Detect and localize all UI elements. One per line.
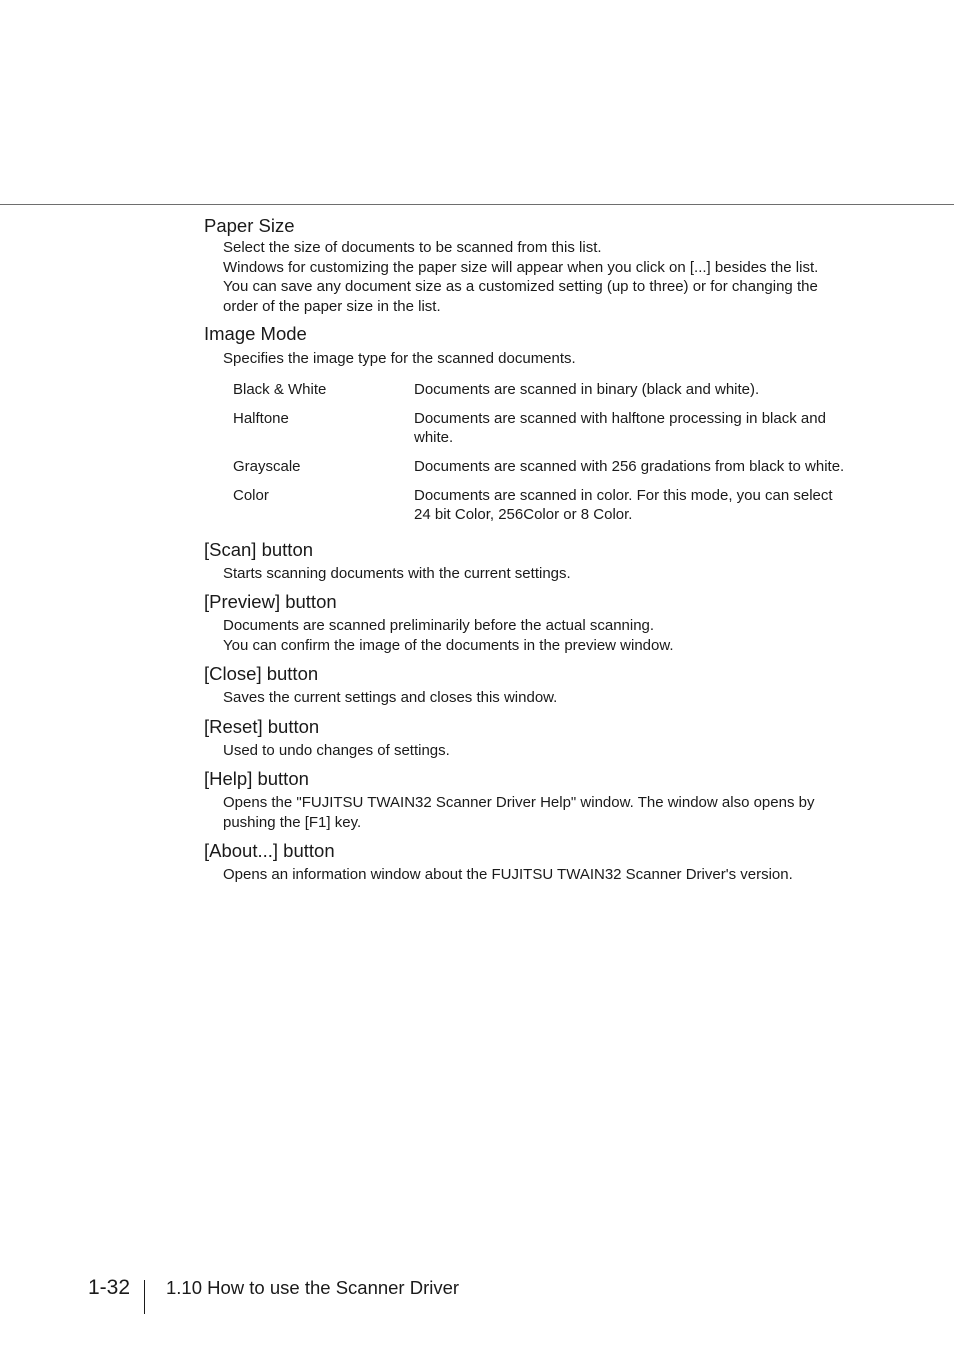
mode-name: Grayscale xyxy=(233,457,301,475)
section-heading: [Scan] button xyxy=(204,538,314,560)
footer-section-title: 1.10 How to use the Scanner Driver xyxy=(166,1277,460,1298)
section-heading: Paper Size xyxy=(204,215,295,236)
section-paragraph: Specifies the image type for the scanned documents. xyxy=(223,350,576,367)
image-mode-table xyxy=(233,380,845,534)
section-paper-size xyxy=(204,214,844,316)
mode-name: Color xyxy=(233,486,269,504)
section-heading: Image Mode xyxy=(204,323,307,344)
mode-name: Halftone xyxy=(233,409,289,427)
table-row xyxy=(233,486,845,534)
section-heading: [Help] button xyxy=(204,768,309,789)
section-paragraph: Select the size of documents to be scanned from this list. xyxy=(223,239,602,256)
section-heading: [Reset] button xyxy=(204,715,320,737)
section-heading: [Preview] button xyxy=(204,591,337,612)
section-paragraph: You can confirm the image of the documents in the preview window. xyxy=(223,636,674,654)
mode-description: Documents are scanned in binary (black and white). xyxy=(414,380,760,398)
section-reset-button xyxy=(204,715,844,761)
mode-description: Documents are scanned with 256 gradations from black to white. xyxy=(414,457,845,475)
section-paragraph: Starts scanning documents with the current settings. xyxy=(223,564,571,582)
section-paragraph: Documents are scanned preliminarily before the actual scanning. xyxy=(223,617,655,634)
mode-description: Documents are scanned in color. For this mode, you can select 24 bit Color, 256Color or 8 Color. xyxy=(414,486,833,523)
mode-description: Documents are scanned with halftone processing in black and white. xyxy=(414,409,826,446)
section-image-mode xyxy=(204,322,844,534)
table-row xyxy=(233,409,845,457)
header-rule xyxy=(0,204,954,205)
section-help-button xyxy=(204,767,844,832)
section-paragraph: Saves the current settings and closes this window. xyxy=(223,689,558,706)
section-heading: [Close] button xyxy=(204,663,319,684)
footer-divider xyxy=(144,1280,145,1314)
section-about-button xyxy=(204,839,844,885)
section-paragraph: Used to undo changes of settings. xyxy=(223,741,450,759)
mode-name: Black & White xyxy=(233,380,327,398)
section-paragraph: Opens an information window about the FUJITSU TWAIN32 Scanner Driver's version. xyxy=(223,866,793,883)
section-paragraph: Opens the "FUJITSU TWAIN32 Scanner Driver Help" window. The window also opens by pushing the [F1] key. xyxy=(223,794,815,831)
section-preview-button xyxy=(204,590,844,655)
section-paragraph: Windows for customizing the paper size will appear when you click on [...] besides the list. You can save any document size as a customized setting (up to three) or for changing the order of the paper size in the list. xyxy=(223,258,819,315)
table-row xyxy=(233,457,845,486)
section-close-button xyxy=(204,662,844,708)
page-number: 1-32 xyxy=(88,1276,131,1299)
main-content xyxy=(204,214,844,892)
section-scan-button xyxy=(204,538,844,584)
section-heading: [About...] button xyxy=(204,840,335,861)
table-row xyxy=(233,380,845,409)
